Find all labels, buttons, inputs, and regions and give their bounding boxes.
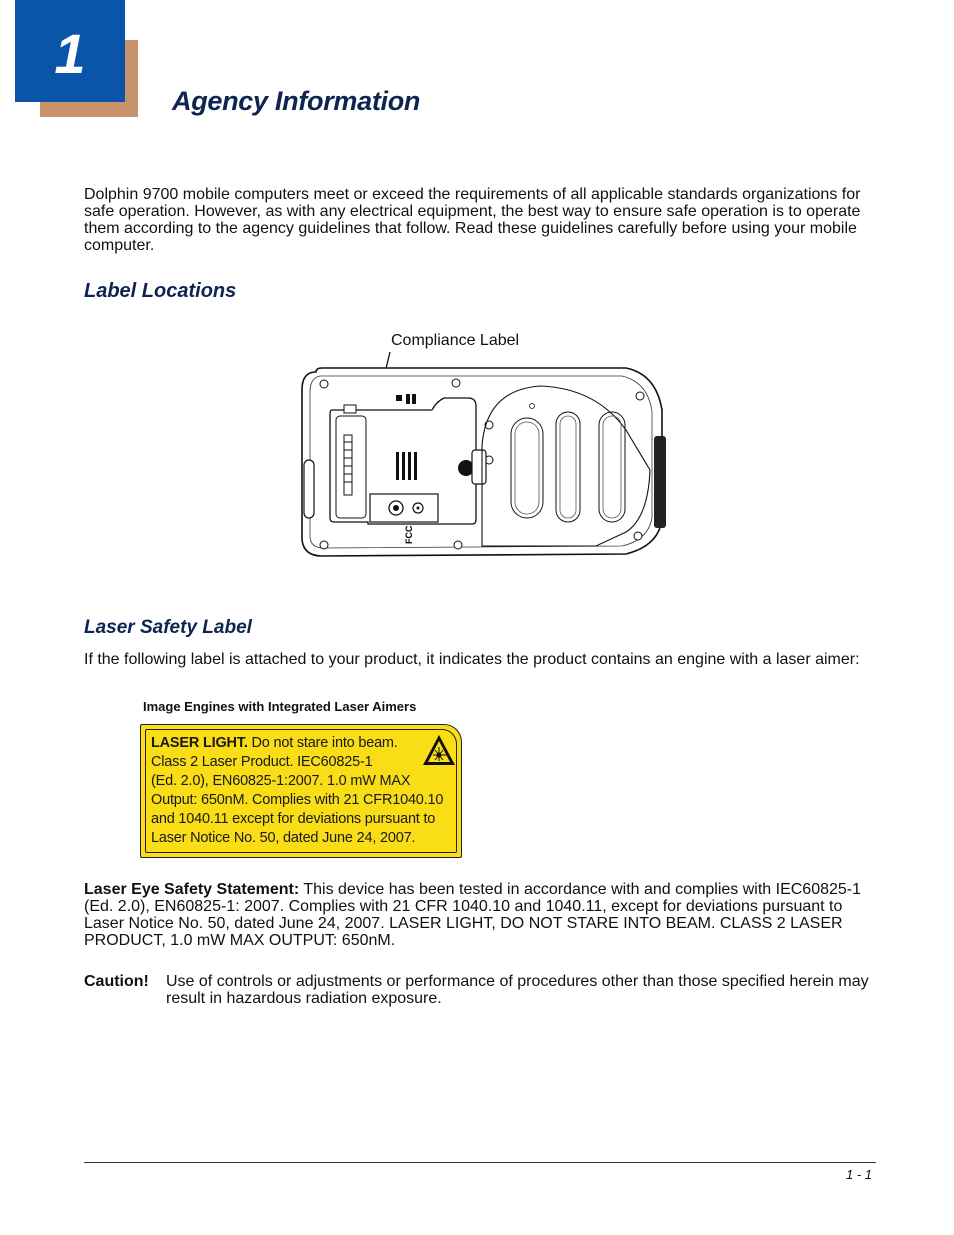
laser-safety-text: If the following label is attached to your product, it indicates the product contains an engine with a laser aimer: bbox=[84, 651, 860, 668]
label-locations-heading: Label Locations bbox=[84, 280, 237, 302]
chapter-number: 1 bbox=[54, 22, 86, 85]
laser-safety-heading: Laser Safety Label bbox=[84, 617, 252, 638]
intro-paragraph: Dolphin 9700 mobile computers meet or exceed the requirements of all applicable standards organizations for safe operation. However, as with any electrical equipment, the best way to ensure safe operation is to operate them according to the agency guidelines that follow. Read these guidelines carefully before using your mobile computer. bbox=[84, 186, 861, 254]
compliance-label-callout: Compliance Label bbox=[391, 332, 520, 349]
laser-label-line3: (Ed. 2.0), EN60825-1:2007. 1.0 mW MAX bbox=[151, 773, 411, 789]
caution-text: Use of controls or adjustments or performance of procedures other than those specified herein may result in hazardous radiation exposure. bbox=[166, 973, 869, 1007]
laser-warning-icon bbox=[421, 733, 457, 767]
eye-safety-statement bbox=[84, 881, 874, 949]
svg-text:FCC: FCC bbox=[404, 525, 414, 544]
eye-safety-lead: Laser Eye Safety Statement: bbox=[84, 881, 300, 898]
footer-rule bbox=[84, 1162, 876, 1163]
device-back-illustration bbox=[296, 350, 672, 568]
chapter-title: Agency Information bbox=[172, 86, 421, 116]
laser-label-bold: LASER LIGHT. bbox=[151, 735, 248, 751]
laser-warning-label bbox=[140, 724, 462, 858]
eye-safety-text: This device has been tested in accordance with and complies with IEC60825-1 (Ed. 2.0), EN60825-1: 2007. Complies with 21 CFR 1040.10 and 1040.11, except for deviations pursuant to Laser Notice No. 50, dated June 24, 2007. LASER LIGHT, DO NOT STARE INTO BEAM. CLASS 2 LASER PRODUCT, 1.0 mW MAX OUTPUT: 650nM. bbox=[84, 881, 862, 949]
figure-label: Image Engines with Integrated Laser Aimers bbox=[143, 699, 417, 714]
laser-label-line6: Laser Notice No. 50, dated June 24, 2007. bbox=[151, 830, 416, 846]
laser-label-line5: and 1040.11 except for deviations pursuant to bbox=[151, 811, 436, 827]
laser-label-line4: Output: 650nM. Complies with 21 CFR1040.10 bbox=[151, 792, 444, 808]
page-number: 1 - 1 bbox=[845, 1167, 872, 1182]
caution-label: Caution! bbox=[84, 973, 149, 990]
laser-label-line1: Do not stare into beam. bbox=[247, 735, 398, 751]
laser-label-text bbox=[151, 734, 443, 848]
laser-label-line2: Class 2 Laser Product. IEC60825-1 bbox=[151, 754, 373, 770]
